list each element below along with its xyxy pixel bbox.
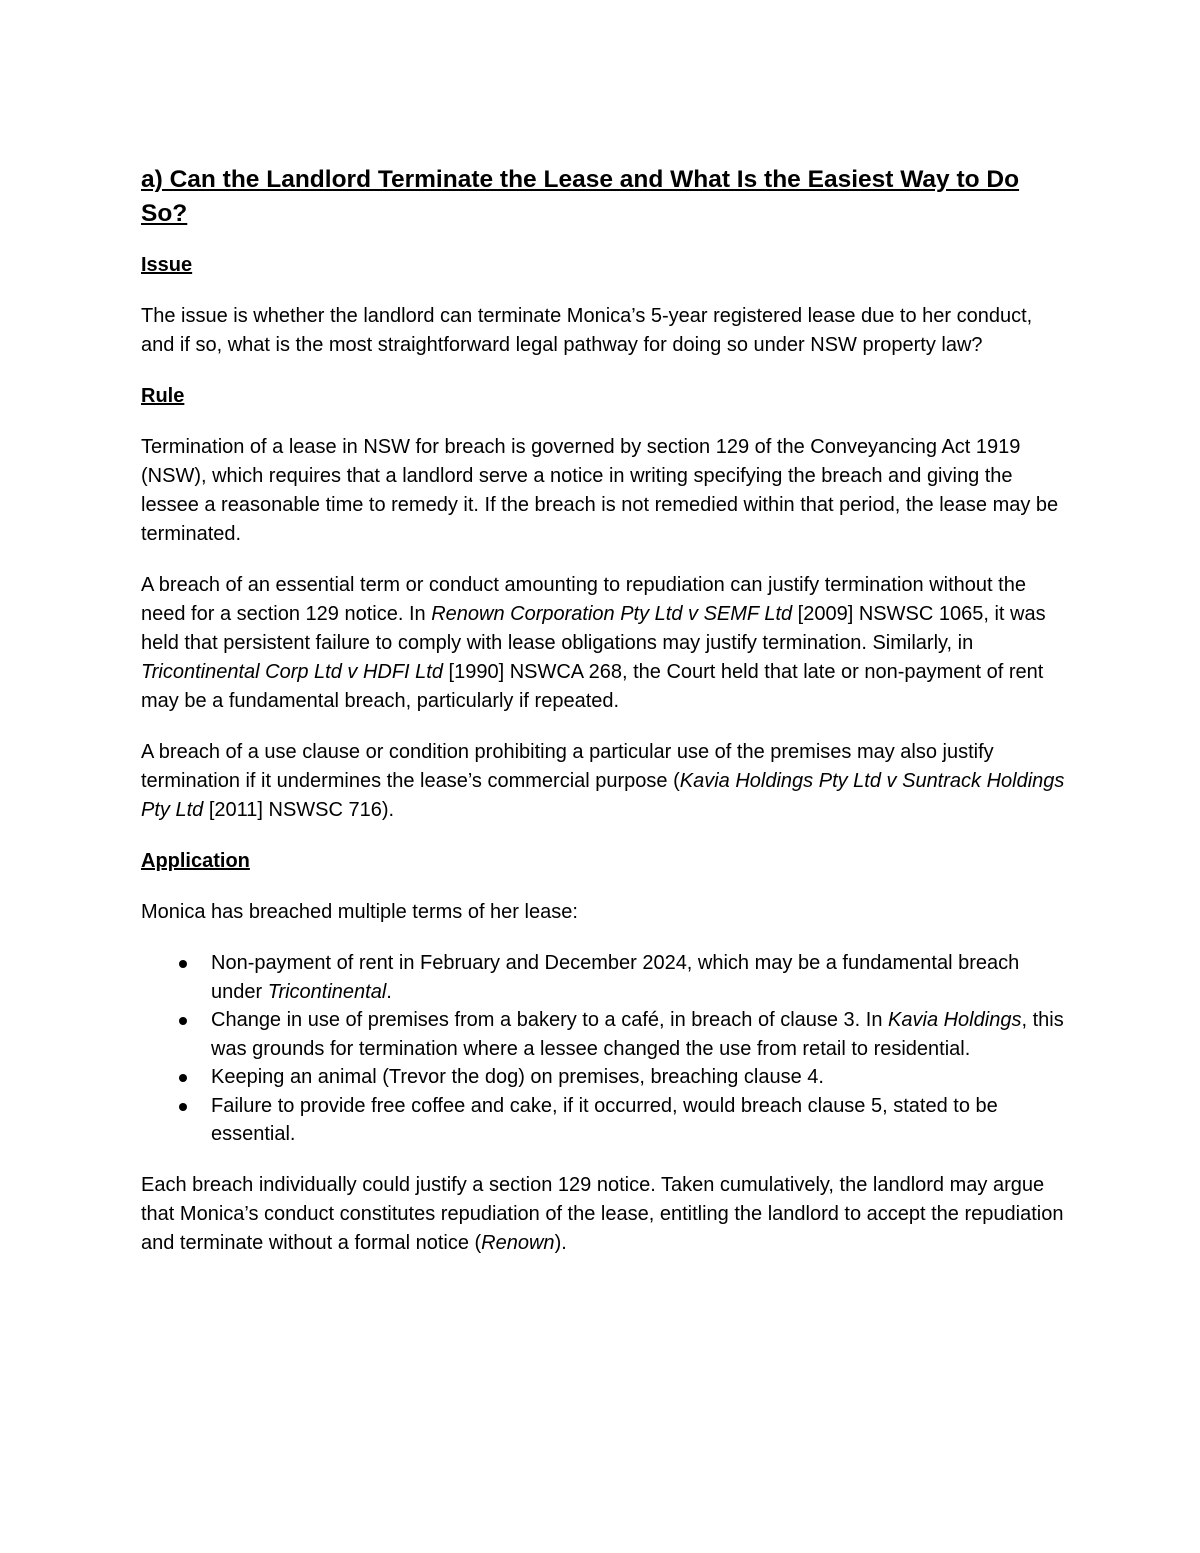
case-citation: Tricontinental: [267, 980, 387, 1003]
bullet-icon: [179, 960, 187, 968]
case-citation: Tricontinental Corp Ltd v HDFI Ltd: [141, 661, 443, 683]
text-run: , this was grounds for termination where a lessee changed the use from retail to residential.: [211, 1009, 1064, 1060]
text-run: Non-payment of rent in February and December 2024, which may be a fundamental breach under: [211, 952, 1020, 1003]
text-run: Change in use of premises from a bakery to a café, in breach of clause 3. In: [211, 1009, 889, 1031]
list-item: [141, 1063, 1066, 1092]
case-citation: Kavia Holdings: [888, 1009, 1022, 1031]
case-citation: Kavia Holdings Pty Ltd v Suntrack Holdings Pty Ltd: [141, 770, 1065, 821]
breach-list: [141, 949, 1066, 1149]
document-title: a) Can the Landlord Terminate the Lease and What Is the Easiest Way to Do So?: [141, 166, 1020, 227]
document-page: [141, 163, 1066, 1280]
case-citation: Renown: [481, 1231, 555, 1254]
application-heading: Application: [141, 850, 250, 872]
text-run: Failure to provide free coffee and cake, if it occurred, would breach clause 5, stated to be essential.: [211, 1094, 998, 1145]
bullet-icon: [179, 1074, 187, 1082]
issue-heading: Issue: [141, 254, 193, 276]
text-run: ).: [554, 1231, 567, 1254]
case-citation: Renown Corporation Pty Ltd v SEMF Ltd: [431, 603, 793, 625]
rule-paragraph-1: Termination of a lease in NSW for breach is governed by section 129 of the Conveyancing Act 1919 (NSW), which requires that a landlord serve a notice in writing specifying the breach and giving the lessee a reasonable time to remedy it. If the breach is not remedied within that period, the lease may be terminated.: [141, 436, 1059, 545]
issue-paragraph: The issue is whether the landlord can terminate Monica’s 5-year registered lease due to her conduct, and if so, what is the most straightforward legal pathway for doing so under NSW property law?: [141, 305, 1033, 356]
text-run: [2011] NSWSC 716).: [203, 799, 395, 821]
bullet-icon: [179, 1017, 187, 1025]
application-intro: Monica has breached multiple terms of her lease:: [141, 901, 578, 923]
text-run: A breach of an essential term or conduct amounting to repudiation can justify termination without the need for a section 129 notice. In: [141, 574, 1026, 625]
text-run: [2009] NSWSC 1065, it was held that persistent failure to comply with lease obligations may justify termination. Similarly, in: [141, 603, 1046, 654]
application-conclusion: [141, 1171, 1066, 1258]
text-run: [1990] NSWCA 268, the Court held that late or non-payment of rent may be a fundamental breach, particularly if repeated.: [141, 661, 1044, 712]
text-run: .: [386, 980, 392, 1003]
list-item: [141, 1092, 1066, 1149]
text-run: Keeping an animal (Trevor the dog) on premises, breaching clause 4.: [211, 1066, 824, 1088]
text-run: A breach of a use clause or condition prohibiting a particular use of the premises may also justify termination if it undermines the lease’s commercial purpose (: [141, 741, 994, 792]
rule-paragraph-2: [141, 571, 1066, 716]
list-item: [141, 1006, 1066, 1063]
list-item: [141, 949, 1066, 1006]
bullet-icon: [179, 1103, 187, 1111]
text-run: Each breach individually could justify a section 129 notice. Taken cumulatively, the landlord may argue that Monica’s conduct constitutes repudiation of the lease, entitling the landlord to accept the repudiation and terminate without a formal notice (: [141, 1173, 1064, 1254]
rule-paragraph-3: [141, 738, 1066, 825]
rule-heading: Rule: [141, 385, 185, 407]
